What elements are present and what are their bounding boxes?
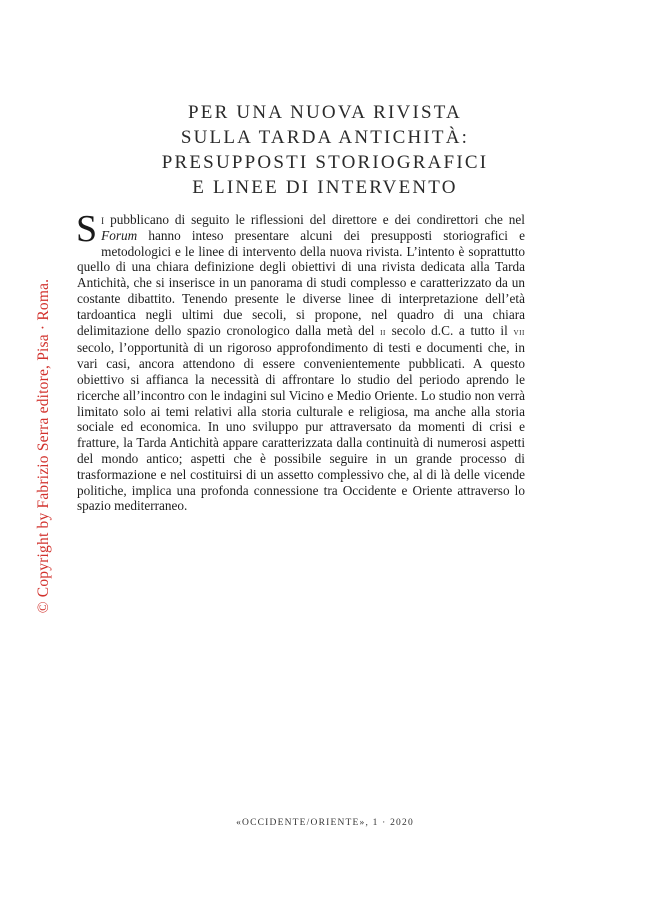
body-text-part-2: hanno inteso presentare alcuni dei presupposti storiografici e metodologici e le linee di intervento della nuova rivista. L’intento è soprattutto quello di una chiara definizione degli obiettivi di una rivista dedicata alla Tarda Antichità, che si inserisce in un panorama di studi complesso e caratterizzato da un costante dibattito. Tenendo presente le diverse linee di interpretazione dell’età tardoantica negli ultimi due secoli, si propone, nel quadro di una chiara delimitazione dello spazio cronologico dalla metà del [77,227,525,338]
page-footer: «OCCIDENTE/ORIENTE», 1 · 2020 [236,818,414,828]
title-line-3: PRESUPPOSTI STORIOGRAFICI [161,152,489,173]
copyright-text: © Copyright by Fabrizio Serra editore, Pisa · Roma. [35,278,52,614]
forum-italic: Forum [101,227,138,243]
title-line-4: E LINEE DI INTERVENTO [192,177,458,198]
body-text-part-4: secolo, l’opportunità di un rigoroso approfondimento di testi e documenti che, in vari casi, ancora attendono di essere convenientemente pubblicati. A questo obiettivo si affianca la necessità di affrontare lo studio del periodo aprendo le ricerche all’incontro con le indagini sul Vicino e Medio Oriente. Lo studio non verrà limitato solo ai temi relativi alla storia culturale e religiosa, ma anche alla storia sociale ed economica. In uno sviluppo pur attraversato da momenti di crisi e fratture, la Tarda Antichità appare caratterizzata dalla continuità di numerosi aspetti del mondo antico; aspetti che è possibile seguire in un grande processo di trasformazione e nel costituirsi di un assetto complessivo che, al di là delle vicende politiche, implica una profonda connessione tra Occidente e Oriente attraverso lo spazio mediterraneo. [77,340,525,514]
century-ii: ii [380,326,386,338]
century-vii: vii [513,326,525,338]
body-paragraph [76,208,525,514]
title-line-1: PER UNA NUOVA RIVISTA [188,102,462,123]
title-line-2: SULLA TARDA ANTICHITÀ: [180,127,470,148]
drop-cap: S [76,208,98,250]
first-word-rest: i [101,212,105,227]
body-text-part-3: secolo d.C. a tutto il [385,322,514,338]
article-title [0,100,650,200]
body-text-part-1: pubblicano di seguito le riflessioni del direttore e dei condirettori che nel [104,212,525,227]
